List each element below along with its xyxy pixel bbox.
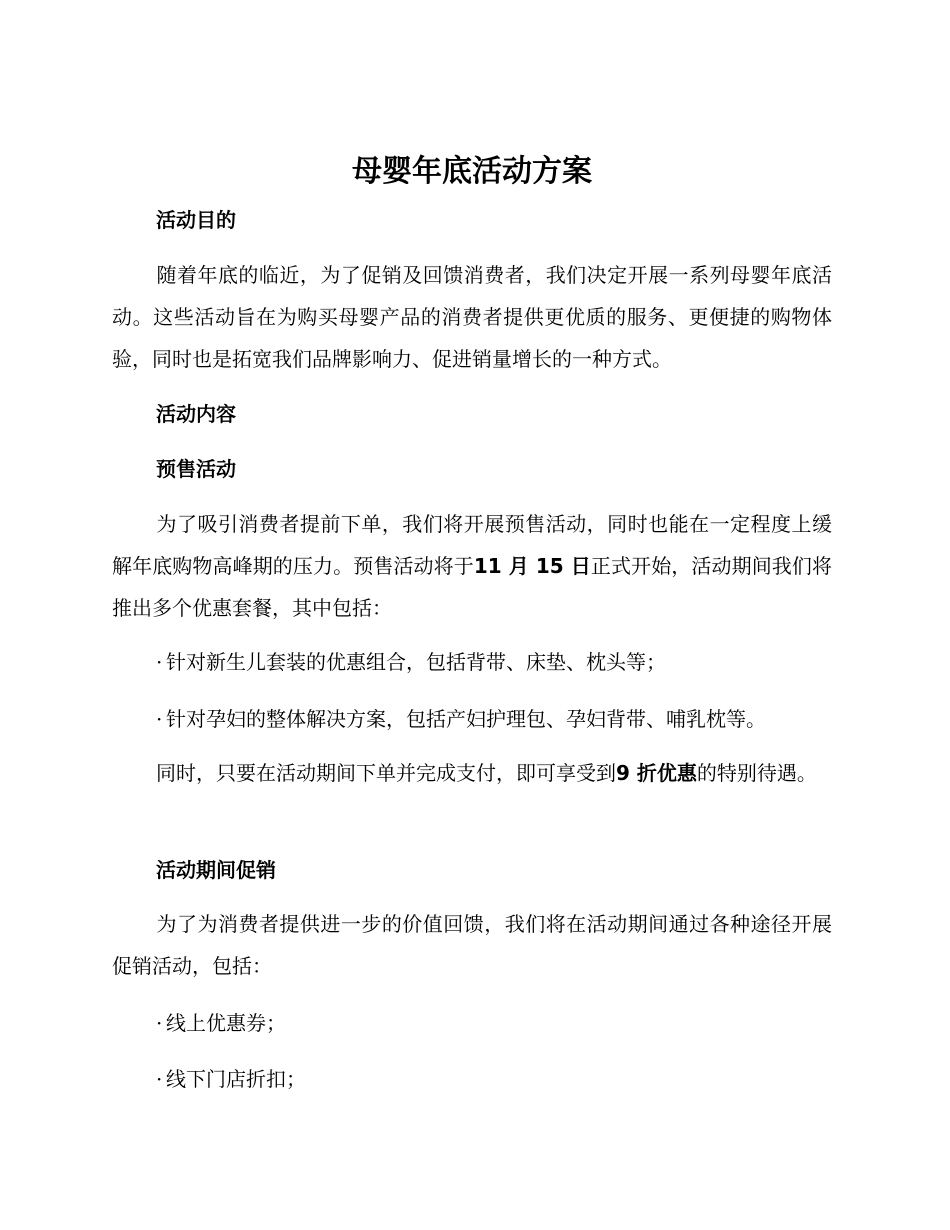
document-title: 母婴年底活动方案 [352, 154, 592, 189]
list-item [156, 1064, 306, 1094]
paragraph-presale-text-a: 为了吸引消费者提前下单，我们将开展预售活动，同时也能在一定程度上缓解年底购物高峰期的压力。预售活动将于 [112, 512, 832, 578]
list-item [156, 647, 666, 677]
list-item-text: 线上优惠券； [166, 1011, 286, 1035]
bullet-dot: · [156, 1011, 163, 1035]
list-item [156, 704, 766, 734]
paragraph-presale [112, 503, 832, 629]
presale-date: 11 月 15 日 [473, 554, 591, 578]
heading-purpose: 活动目的 [156, 208, 236, 232]
list-item [156, 1008, 286, 1038]
paragraph-discount-text-a: 同时，只要在活动期间下单并完成支付，即可享受到 [156, 761, 616, 785]
paragraph-purpose-text: 随着年底的临近，为了促销及回馈消费者，我们决定开展一系列母婴年底活动。这些活动旨在为购买母婴产品的消费者提供更优质的服务、更便捷的购物体验，同时也是拓宽我们品牌影响力、促进销量增长的一种方式。 [112, 263, 832, 371]
heading-promo: 活动期间促销 [156, 858, 276, 882]
paragraph-promo [112, 903, 832, 987]
heading-content: 活动内容 [156, 402, 236, 426]
bullet-dot: · [156, 650, 163, 674]
paragraph-promo-text: 为了为消费者提供进一步的价值回馈，我们将在活动期间通过各种途径开展促销活动，包括： [112, 912, 832, 978]
paragraph-discount-text-b: 的特别待遇。 [696, 761, 817, 785]
paragraph-discount [112, 752, 832, 794]
list-item-text: 针对新生儿套装的优惠组合，包括背带、床垫、枕头等； [166, 650, 666, 674]
paragraph-presale-text-b: 正式开始，活动期间我们将推出多个优惠套餐，其中包括： [112, 554, 833, 620]
discount-highlight: 9 折优惠 [616, 761, 697, 785]
bullet-dot: · [156, 1067, 163, 1091]
list-item-text: 针对孕妇的整体解决方案，包括产妇护理包、孕妇背带、哺乳枕等。 [166, 707, 766, 731]
bullet-dot: · [156, 707, 163, 731]
heading-presale: 预售活动 [156, 457, 236, 481]
paragraph-purpose [112, 254, 832, 380]
list-item-text: 线下门店折扣； [166, 1067, 306, 1091]
